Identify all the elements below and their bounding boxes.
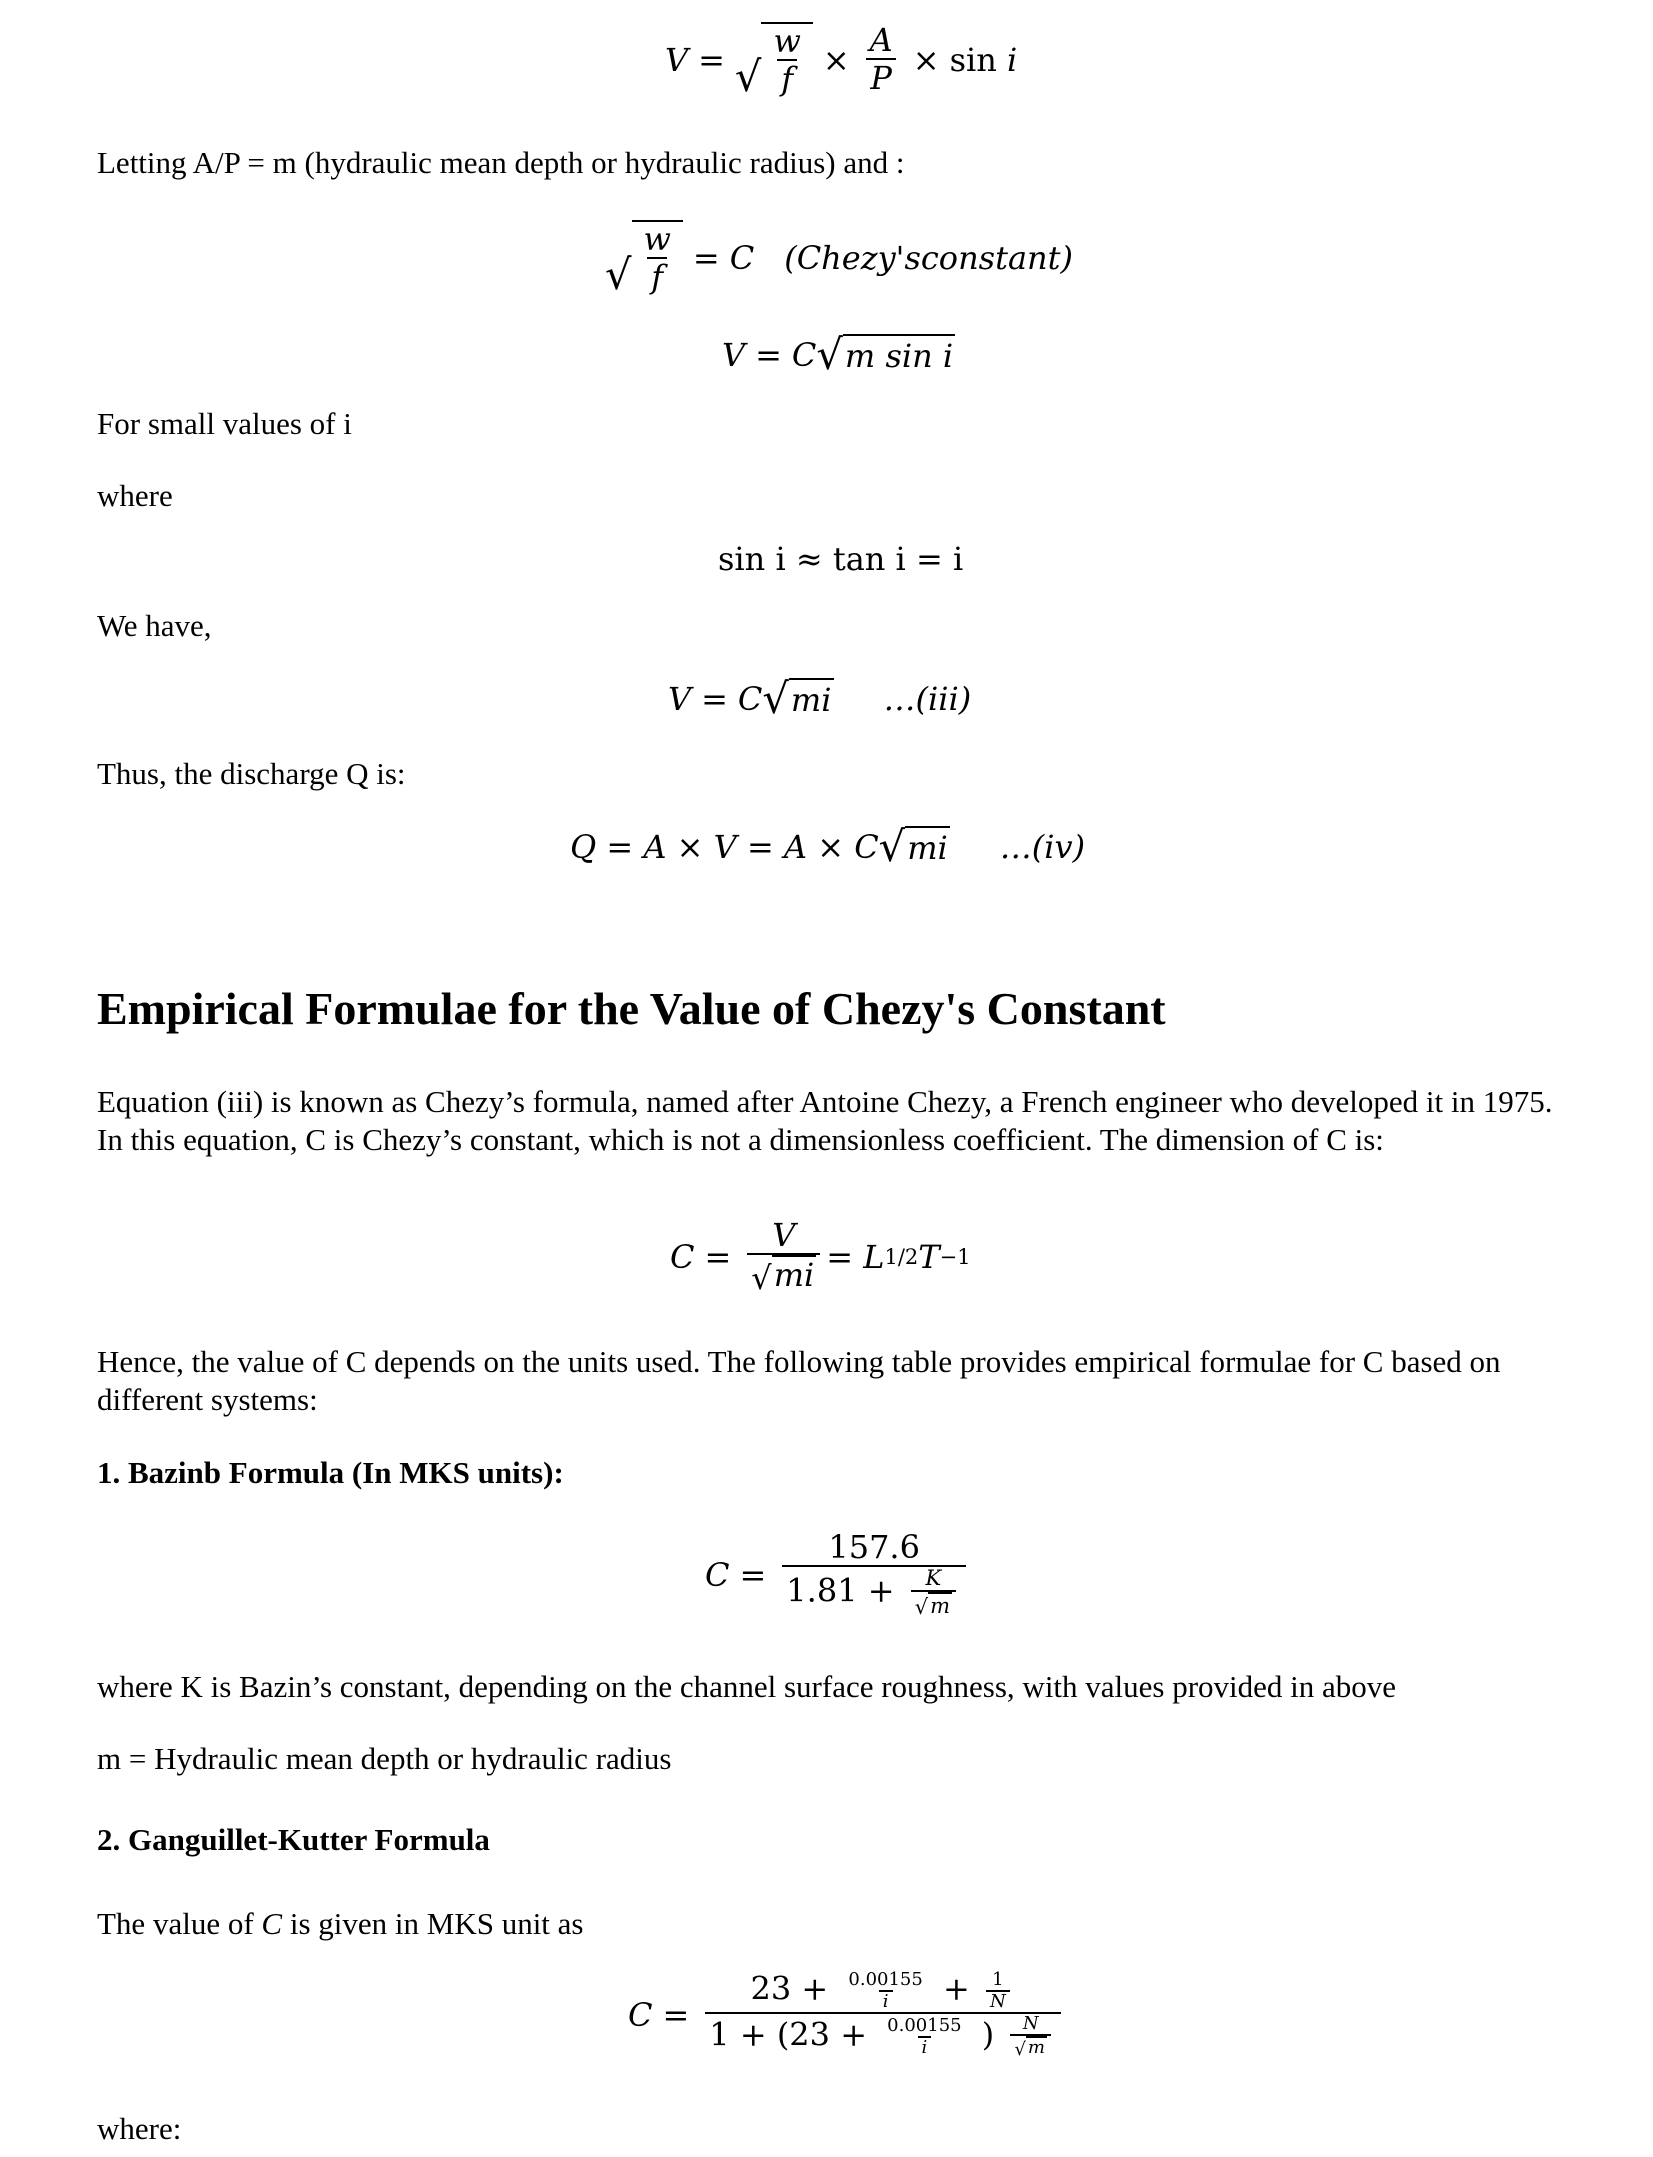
we-have-text: We have, xyxy=(97,608,212,643)
where-final-text: where: xyxy=(97,2111,182,2146)
equation-v-c-sqrt-msini: V = C √ m sin i xyxy=(722,330,954,379)
letting-text: Letting A/P = m (hydraulic mean depth or hydraulic radius) and : xyxy=(97,145,905,180)
equation-chezy-iii: V = C √ mi …(iii) xyxy=(668,674,972,723)
m-definition-text: m = Hydraulic mean depth or hydraulic radius xyxy=(97,1741,672,1776)
equation-chezy-constant-def: √ $\frac{w}{f}$ = C (Chezy'sconstant) xyxy=(605,220,1073,300)
equation-ganguillet-kutter: C = 23 + $\frac{0.00155}{i}$ + $\frac{1}{N}$ 1 + (23 + $\frac{0.00155}{i}$ ) N √ m xyxy=(628,1970,1067,2061)
chezy-formula-paragraph: Equation (iii) is known as Chezy’s formula, named after Antoine Chezy, a French engineer who developed it in 1975. In this equation, C is Chezy’s constant, which is not a dimensionless coefficient. The dimension of C is: xyxy=(97,1084,1553,1157)
gk-intro-text: The value of C is given in MKS unit as xyxy=(97,1906,584,1941)
equation-small-angle: sin i ≈ tan i = i xyxy=(718,540,964,578)
bazin-where-text: where K is Bazin’s constant, depending on the channel surface roughness, with values provided in above xyxy=(97,1669,1397,1704)
equation-dimension-c: C = V √ mi = L 1/2 T −1 xyxy=(670,1216,971,1297)
equation-velocity-sqrt: V = √ $\frac{w}{f}$ × $\frac{A}{P}$ × sin i xyxy=(665,21,1018,102)
small-values-text: For small values of i xyxy=(97,406,352,441)
thus-text: Thus, the discharge Q is: xyxy=(97,756,406,791)
section-heading: Empirical Formulae for the Value of Chezy's Constant xyxy=(97,983,1166,1034)
equation-discharge-iv: Q = A × V = A × C √ mi …(iv) xyxy=(570,822,1086,871)
equation-bazin: C = 157.6 1.81 + K √ m xyxy=(705,1530,972,1620)
units-paragraph: Hence, the value of C depends on the units used. The following table provides empirical formulae for C based on different systems: xyxy=(97,1344,1501,1417)
bazin-subheading: 1. Bazinb Formula (In MKS units): xyxy=(97,1455,564,1490)
where-text: where xyxy=(97,478,173,513)
ganguillet-kutter-subheading: 2. Ganguillet-Kutter Formula xyxy=(97,1822,490,1857)
